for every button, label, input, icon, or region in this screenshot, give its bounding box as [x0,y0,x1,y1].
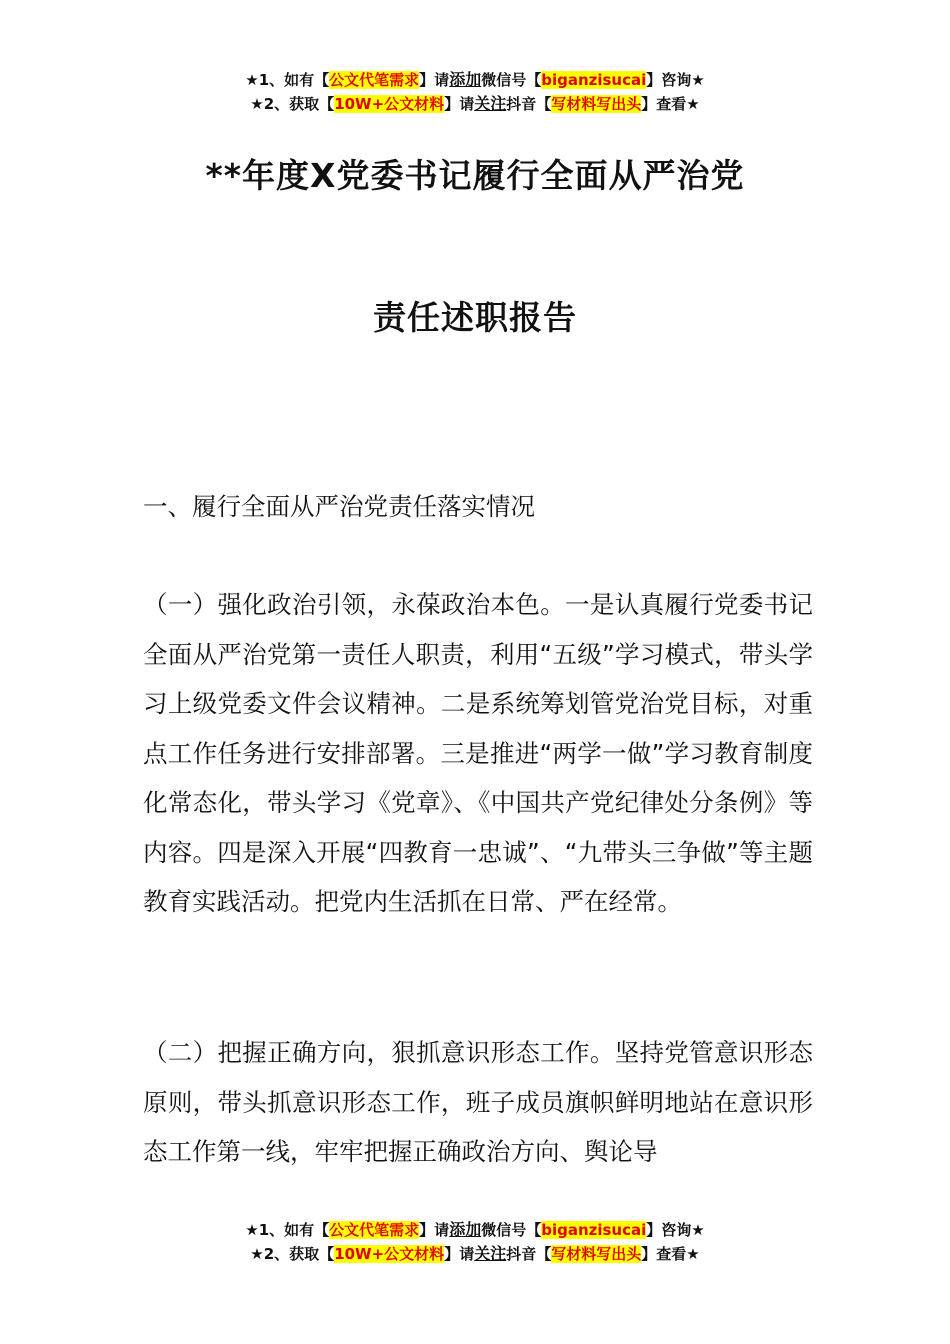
banner-highlight: 写材料写出头 [551,95,642,113]
banner-line-2 [0,92,950,116]
banner-text: ★2、获取【 [250,95,335,113]
banner-text: 微信号【 [481,71,542,89]
paragraph-1: （一）强化政治引领，永葆政治本色。一是认真履行党委书记全面从严治党第一责任人职责，利用“五级”学习模式，带头学习上级党委文件会议精神。二是系统筹划管党治党目标，对重点工作任务进行安排部署。三是推进“两学一做”学习教育制度化常态化，带头学习《党章》、《中国共产党纪律处分条例》等内容。四是深入开展“四教育一忠诚”、“九带头三争做”等主题教育实践活动。把党内生活抓在日常、严在经常。 [143,590,813,916]
banner-text: ★1、如有【 [245,71,330,89]
banner-highlight: 10W+公文材料 [334,95,445,113]
banner-underline: 添加 [449,1220,482,1239]
banner-text: ★1、如有【 [245,1221,330,1239]
banner-highlight: 公文代笔需求 [329,71,420,89]
banner-text: 】咨询★ [646,71,705,89]
banner-underline: 关注 [474,1244,507,1263]
banner-text: ★2、获取【 [250,1245,335,1263]
banner-highlight: 写材料写出头 [551,1245,642,1263]
banner-line-1 [0,68,950,92]
banner-highlight: 公文代笔需求 [329,1221,420,1239]
paragraph-2: （二）把握正确方向，狠抓意识形态工作。坚持党管意识形态原则，带头抓意识形态工作，班子成员旗帜鲜明地站在意识形态工作第一线，牢牢把握正确政治方向、舆论导 [143,1038,813,1166]
banner-text: 抖音【 [506,95,552,113]
banner-text: 微信号【 [481,1221,542,1239]
banner-text: 抖音【 [506,1245,552,1263]
banner-text: 】请 [419,1221,450,1239]
document-title-line-2: 责任述职报告 [373,298,577,337]
banner-highlight: 10W+公文材料 [334,1245,445,1263]
banner-text: 】咨询★ [646,1221,705,1239]
banner-highlight: biganzisucai [541,71,647,89]
banner-text: 】查看★ [641,1245,700,1263]
banner-underline: 关注 [474,94,507,113]
document-title-line-1: **年度X党委书记履行全面从严治党 [205,156,745,195]
bottom-banner [0,1218,950,1266]
banner-text: 】请 [444,95,475,113]
banner-text: 】请 [419,71,450,89]
banner-text: 】查看★ [641,95,700,113]
section-heading: 一、履行全面从严治党责任落实情况 [143,492,535,521]
banner-underline: 添加 [449,70,482,89]
banner-text: 】请 [444,1245,475,1263]
banner-highlight: biganzisucai [541,1221,647,1239]
banner-line-2 [0,1242,950,1266]
top-banner [0,68,950,116]
banner-line-1 [0,1218,950,1242]
